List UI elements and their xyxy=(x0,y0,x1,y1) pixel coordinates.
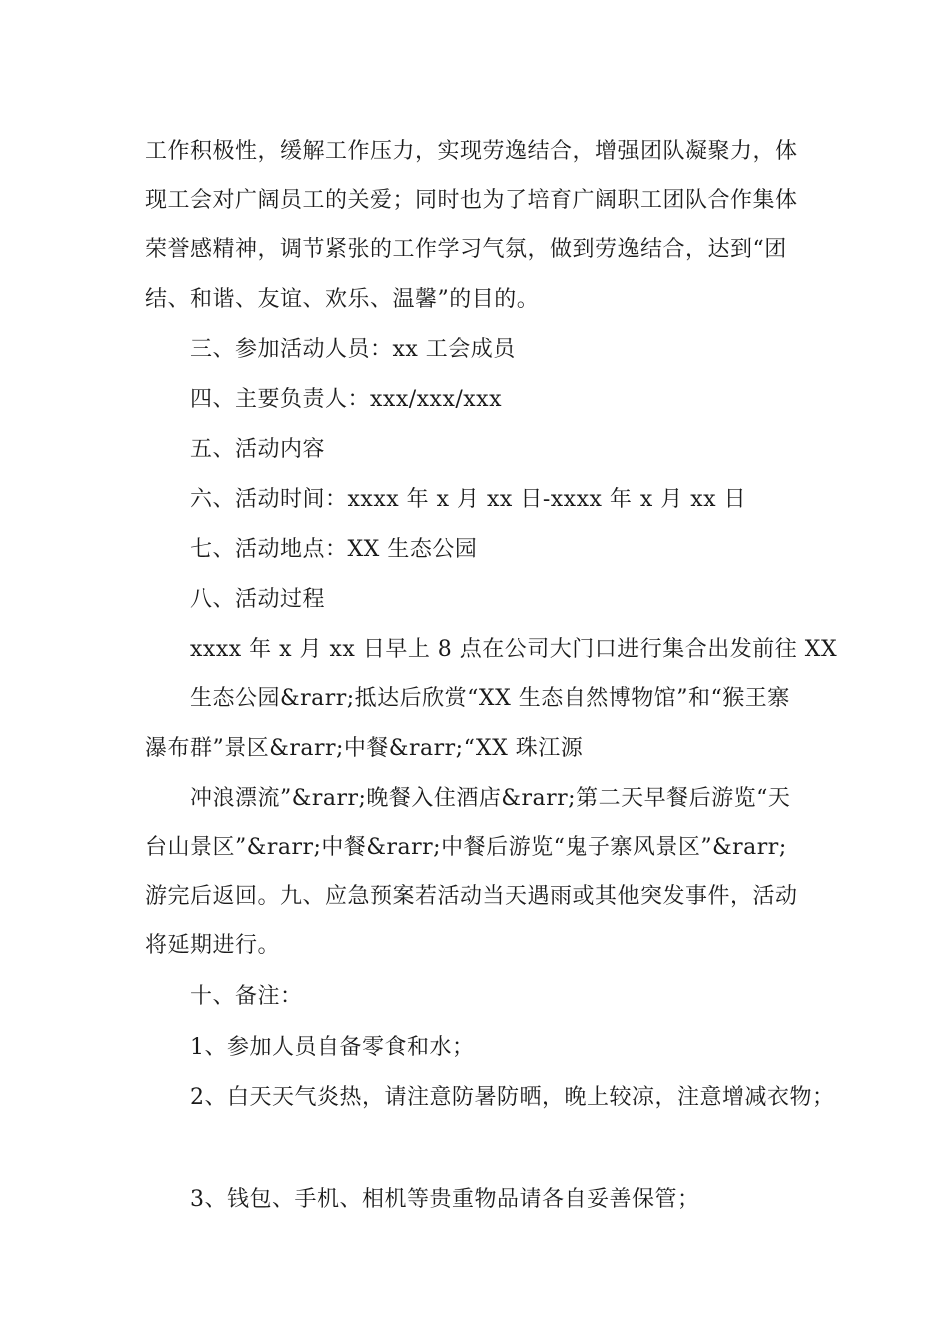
note-item: 1、参加人员自备零食和水； xyxy=(190,1035,475,1060)
body-text-line: 冲浪漂流”&rarr;晚餐入住酒店&rarr;第二天早餐后游览“天 xyxy=(190,786,791,811)
body-text-line: 瀑布群”景区&rarr;中餐&rarr;“XX 珠江源 xyxy=(145,736,584,761)
section-heading-time: 六、活动时间：xxxx 年 x 月 xx 日-xxxx 年 x 月 xx 日 xyxy=(190,487,747,512)
body-text-line: 现工会对广阔员工的关爱；同时也为了培育广阔职工团队合作集体 xyxy=(145,188,798,213)
body-text-line: 生态公园&rarr;抵达后欣赏“XX 生态自然博物馆”和“猴王寨 xyxy=(190,686,790,711)
section-heading-responsible: 四、主要负责人：xxx/xxx/xxx xyxy=(190,387,502,412)
section-heading-participants: 三、参加活动人员：xx 工会成员 xyxy=(190,337,516,362)
body-text-line: 将延期进行。 xyxy=(145,933,281,958)
section-heading-content: 五、活动内容 xyxy=(190,437,326,462)
body-text-line: 结、和谐、友谊、欢乐、温馨”的目的。 xyxy=(145,287,540,312)
body-text-line: 荣誉感精神，调节紧张的工作学习气氛，做到劳逸结合，达到“团 xyxy=(145,237,787,262)
section-heading-notes: 十、备注： xyxy=(190,984,303,1009)
section-heading-process: 八、活动过程 xyxy=(190,587,326,612)
note-item: 3、钱包、手机、相机等贵重物品请各自妥善保管； xyxy=(190,1187,700,1212)
body-text-line: 游完后返回。九、应急预案若活动当天遇雨或其他突发事件，活动 xyxy=(145,884,798,909)
section-heading-location: 七、活动地点：XX 生态公园 xyxy=(190,537,478,562)
body-text-line: xxxx 年 x 月 xx 日早上 8 点在公司大门口进行集合出发前往 XX xyxy=(190,637,838,662)
body-text-line: 台山景区”&rarr;中餐&rarr;中餐后游览“鬼子寨风景区”&rarr; xyxy=(145,835,787,860)
note-item: 2、白天天气炎热，请注意防暑防晒，晚上较凉，注意增减衣物； xyxy=(190,1085,835,1110)
body-text-line: 工作积极性，缓解工作压力，实现劳逸结合，增强团队凝聚力，体 xyxy=(145,139,798,164)
